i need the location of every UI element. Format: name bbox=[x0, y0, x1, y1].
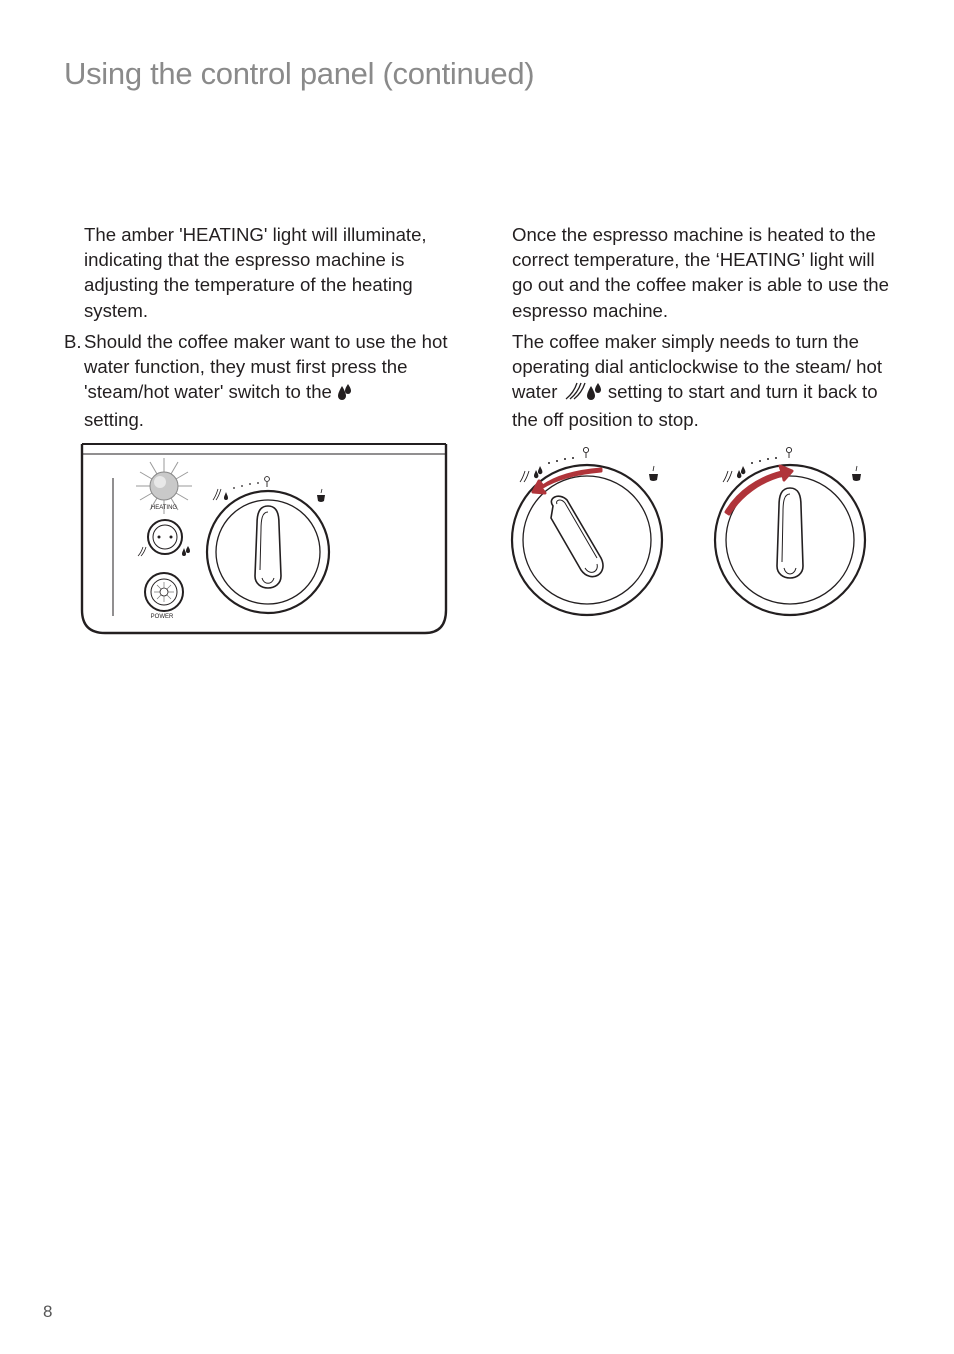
power-button-label: POWER bbox=[150, 614, 174, 620]
right-text-column bbox=[512, 222, 892, 439]
dial-clockwise-illustration bbox=[708, 440, 878, 620]
step-b bbox=[64, 329, 464, 433]
left-text-column bbox=[64, 222, 464, 433]
dial-anticlockwise-illustration bbox=[505, 440, 675, 620]
page-title: Using the control panel (continued) bbox=[64, 56, 535, 91]
heated-paragraph: Once the espresso machine is heated to the correct temperature, the ‘HEATING’ light will go out and the coffee maker is able to use the espresso machine. bbox=[512, 224, 889, 321]
steam-hot-water-icon bbox=[563, 381, 603, 407]
operating-dial bbox=[207, 491, 329, 613]
step-b-marker: B. bbox=[64, 330, 82, 352]
heating-light-paragraph: The amber 'HEATING' light will illuminate, indicating that the espresso machine is adjusting the temperature of the heating system. bbox=[84, 224, 427, 321]
hot-water-drops-icon bbox=[337, 382, 353, 407]
dial-knob bbox=[777, 488, 803, 578]
steam-icon bbox=[138, 547, 146, 556]
operating-dial-text-before-icon: The coffee maker simply needs to turn the operating dial anticlockwise to the steam/ hot water bbox=[512, 330, 883, 403]
heating-light-label: HEATING bbox=[150, 505, 178, 511]
steam-hot-water-switch bbox=[148, 520, 182, 554]
power-button bbox=[145, 573, 183, 611]
page-number: 8 bbox=[43, 1302, 53, 1321]
step-b-text-before-icon: Should the coffee maker want to use the hot water function, they must first press the 'steam/hot water' switch to the bbox=[84, 330, 448, 403]
dial-knob bbox=[551, 496, 603, 576]
operating-dial-paragraph bbox=[512, 329, 892, 433]
anticlockwise-arrow-icon bbox=[533, 469, 601, 493]
operating-dial-text-after-icon: setting to start and turn it back to the off position to stop. bbox=[512, 381, 878, 431]
control-panel-illustration bbox=[80, 440, 452, 640]
step-b-text-after-icon: setting. bbox=[84, 409, 144, 431]
hot-water-icon bbox=[182, 546, 190, 556]
step-b-text bbox=[84, 329, 464, 433]
dial-scale bbox=[213, 477, 325, 502]
